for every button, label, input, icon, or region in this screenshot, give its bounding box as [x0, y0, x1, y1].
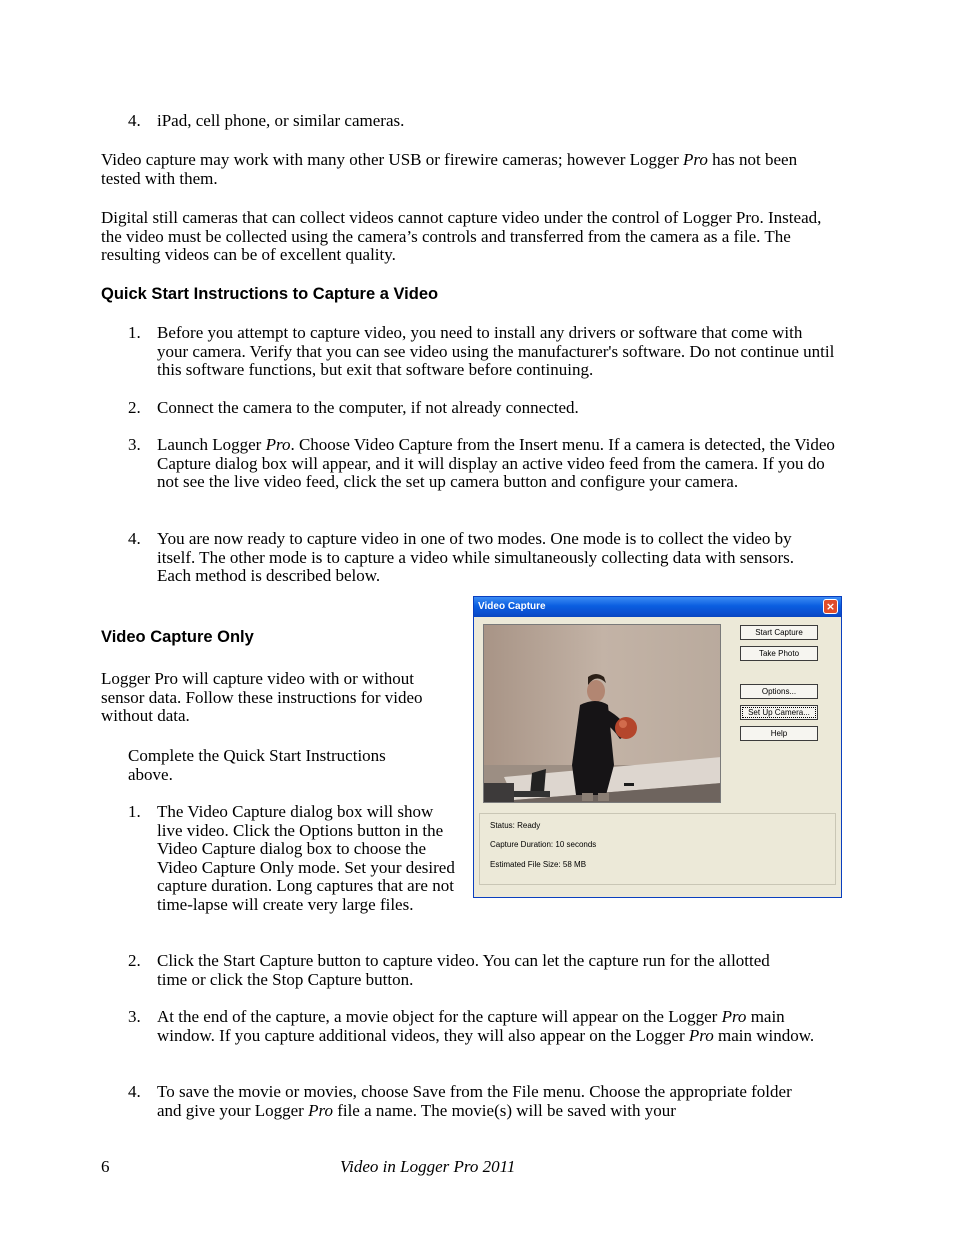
list-item-text: iPad, cell phone, or similar cameras.	[157, 111, 405, 130]
quick-step-4	[157, 530, 832, 586]
step-number: 2.	[128, 398, 141, 417]
quick-step-2: Connect the camera to the computer, if not already connected.	[157, 398, 579, 417]
paragraph-still-cameras: Digital still cameras that can collect videos cannot capture video under the control of Logger Pro. Instead, the video must be collected using the camera’s controls and transferred from the camera as a file. The resulting videos can be of excellent quality.	[101, 208, 822, 265]
status-panel	[479, 813, 836, 885]
step-number: 1.	[128, 323, 141, 342]
quick-step-4-text: You are now ready to capture video in one of two modes. One mode is to collect the video by itself. The other mode is to capture a video while simultaneously collecting data with sensors. Each method is described below.	[157, 529, 795, 586]
video-frame-image	[484, 625, 721, 803]
step-number: 4.	[128, 529, 141, 548]
video-step-3: At the end of the capture, a movie object for the capture will appear on the Logger Pro main window. If you capture additional videos, they will also appear on the Logger Pro main window.	[157, 1007, 815, 1045]
step-number: 2.	[128, 951, 141, 970]
list-number: 4.	[128, 111, 141, 130]
help-button[interactable]: Help	[740, 726, 818, 741]
quick-step-1: Before you attempt to capture video, you need to install any drivers or software that come with your camera. Verify that you can see video using the manufacturer's software. Do not continue until this software functions, but exit that software before continuing.	[157, 323, 835, 380]
dialog-title: Video Capture	[478, 601, 546, 612]
running-footer-title: Video in Logger Pro 2011	[340, 1157, 516, 1176]
close-icon[interactable]: ×	[823, 599, 838, 614]
estimated-file-size: Estimated File Size: 58 MB	[490, 860, 587, 869]
status-ready: Status: Ready	[490, 821, 541, 830]
paragraph-usb-cameras: Video capture may work with many other USB or firewire cameras; however Logger Pro has not been tested with them.	[101, 150, 798, 188]
step-number: 4.	[128, 1082, 141, 1101]
paragraph-complete-quick-start: Complete the Quick Start Instructions above.	[128, 746, 386, 784]
step-number: 3.	[128, 435, 141, 454]
set-up-camera-button[interactable]: Set Up Camera...	[740, 705, 818, 720]
paragraph-with-without-sensor: Logger Pro will capture video with or without sensor data. Follow these instructions for video without data.	[101, 669, 423, 726]
heading-video-capture-only: Video Capture Only	[101, 628, 254, 646]
live-video-preview	[483, 624, 721, 803]
heading-quick-start: Quick Start Instructions to Capture a Video	[101, 285, 439, 303]
video-step-1: The Video Capture dialog box will show live video. Click the Options button in the Video Capture dialog box to choose the Video Capture Only mode. Set your desired capture duration. Long captures that are not time-lapse will create very large files.	[157, 802, 455, 914]
video-step-4: To save the movie or movies, choose Save from the File menu. Choose the appropriate folder and give your Logger Pro file a name. The movie(s) will be saved with your	[157, 1082, 792, 1120]
take-photo-button[interactable]: Take Photo	[740, 646, 818, 661]
start-capture-button[interactable]: Start Capture	[740, 625, 818, 640]
options-button[interactable]: Options...	[740, 684, 818, 699]
video-capture-dialog	[473, 596, 842, 898]
step-number: 1.	[128, 802, 141, 821]
capture-duration: Capture Duration: 10 seconds	[490, 840, 597, 849]
video-step-2: Click the Start Capture button to capture video. You can let the capture run for the allotted time or click the Stop Capture button.	[157, 951, 770, 989]
page-number: 6	[101, 1157, 110, 1176]
quick-step-3: Launch Logger Pro. Choose Video Capture from the Insert menu. If a camera is detected, the Video Capture dialog box will appear, and it will display an active video feed from the camera. If you do not see the live video feed, click the set up camera button and configure your camera.	[157, 435, 835, 492]
dialog-title-bar	[474, 597, 841, 617]
step-number: 3.	[128, 1007, 141, 1026]
